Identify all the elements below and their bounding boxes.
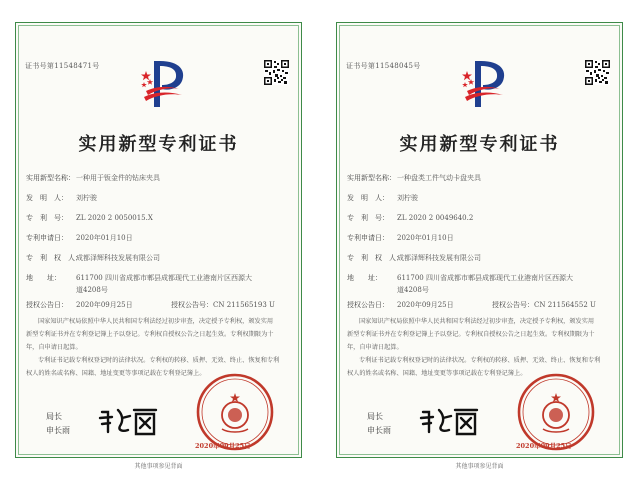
field-inventor: 发 明 人： 刘柠骏	[347, 194, 418, 202]
page-footer-left: 其他事项参见背面	[134, 463, 183, 470]
field-announcement-number: 授权公告号：CN 211565193 U	[171, 301, 275, 309]
statement-paragraph: 国家知识产权局依照中华人民共和国专利法经过初步审查，决定授予专利权，颁发实用 新型专利证书并在专利登记簿上予以登记。专利权自授权公告之日起生效。专利权期限为十 年，自申请日起算。 专利证书记载专利权登记时的法律状况。专利权的转移、质押、无效、终止、恢复和专利 权人的姓名或名称、国籍、地址变更等事项记载在专利登记簿上。	[26, 318, 280, 377]
certificate-left	[15, 22, 302, 458]
field-announcement-date: 授权公告日： 2020年09月25日	[347, 301, 454, 309]
certificate-right	[336, 22, 623, 458]
qr-code-icon	[585, 60, 610, 85]
statement-paragraph: 国家知识产权局依照中华人民共和国专利法经过初步审查，决定授予专利权，颁发实用 新型专利证书并在专利登记簿上予以登记。专利权自授权公告之日起生效。专利权期限为十 年，自申请日起算。 专利证书记载专利权登记时的法律状况。专利权的转移、质押、无效、终止、恢复和专利 权人的姓名或名称、国籍、地址变更等事项记载在专利登记簿上。	[347, 318, 601, 377]
field-utility-model-name: 实用新型名称：一种用于钣金件的钻床夹具	[26, 174, 160, 182]
director-title: 局长	[46, 412, 62, 421]
field-patentee: 专 利 权 人：成都泽辉科技发展有限公司	[26, 254, 160, 262]
address-continuation: 道4208号	[76, 286, 108, 294]
director-signature	[419, 404, 481, 440]
page-footer-right: 其他事项参见背面	[455, 463, 504, 470]
field-announcement-date: 授权公告日： 2020年09月25日	[26, 301, 133, 309]
director-title: 局长	[367, 412, 383, 421]
field-application-date: 专利申请日： 2020年01月10日	[347, 234, 454, 242]
field-utility-model-name: 实用新型名称：一种盘类工件气动卡盘夹具	[347, 174, 481, 182]
director-name: 申长雨	[46, 426, 70, 435]
field-patent-number: 专 利 号： ZL 2020 2 0049640.2	[347, 214, 474, 222]
field-patent-number: 专 利 号： ZL 2020 2 0050015.X	[26, 214, 153, 222]
certificate-title: 实用新型专利证书	[78, 134, 239, 155]
cnipa-logo-icon	[461, 57, 507, 111]
certificate-number: 证书号第11548045号	[346, 62, 421, 70]
qr-code-icon	[264, 60, 289, 85]
field-address: 地 址： 611700 四川省成都市郫县成都现代工业港南片区西源大	[347, 274, 573, 282]
director-signature	[98, 404, 160, 440]
certificate-number: 证书号第11548471号	[25, 62, 100, 70]
field-application-date: 专利申请日： 2020年01月10日	[26, 234, 133, 242]
field-address: 地 址： 611700 四川省成都市郫县成都现代工业港南片区西源大	[26, 274, 252, 282]
field-patentee: 专 利 权 人：成都泽辉科技发展有限公司	[347, 254, 481, 262]
seal-date: 2020年09月25日	[516, 442, 572, 450]
certificate-title: 实用新型专利证书	[399, 134, 560, 155]
field-inventor: 发 明 人： 刘柠骏	[26, 194, 97, 202]
seal-date: 2020年09月25日	[195, 442, 251, 450]
address-continuation: 道4208号	[397, 286, 429, 294]
cnipa-logo-icon	[140, 57, 186, 111]
field-announcement-number: 授权公告号：CN 211564552 U	[492, 301, 596, 309]
director-name: 申长雨	[367, 426, 391, 435]
